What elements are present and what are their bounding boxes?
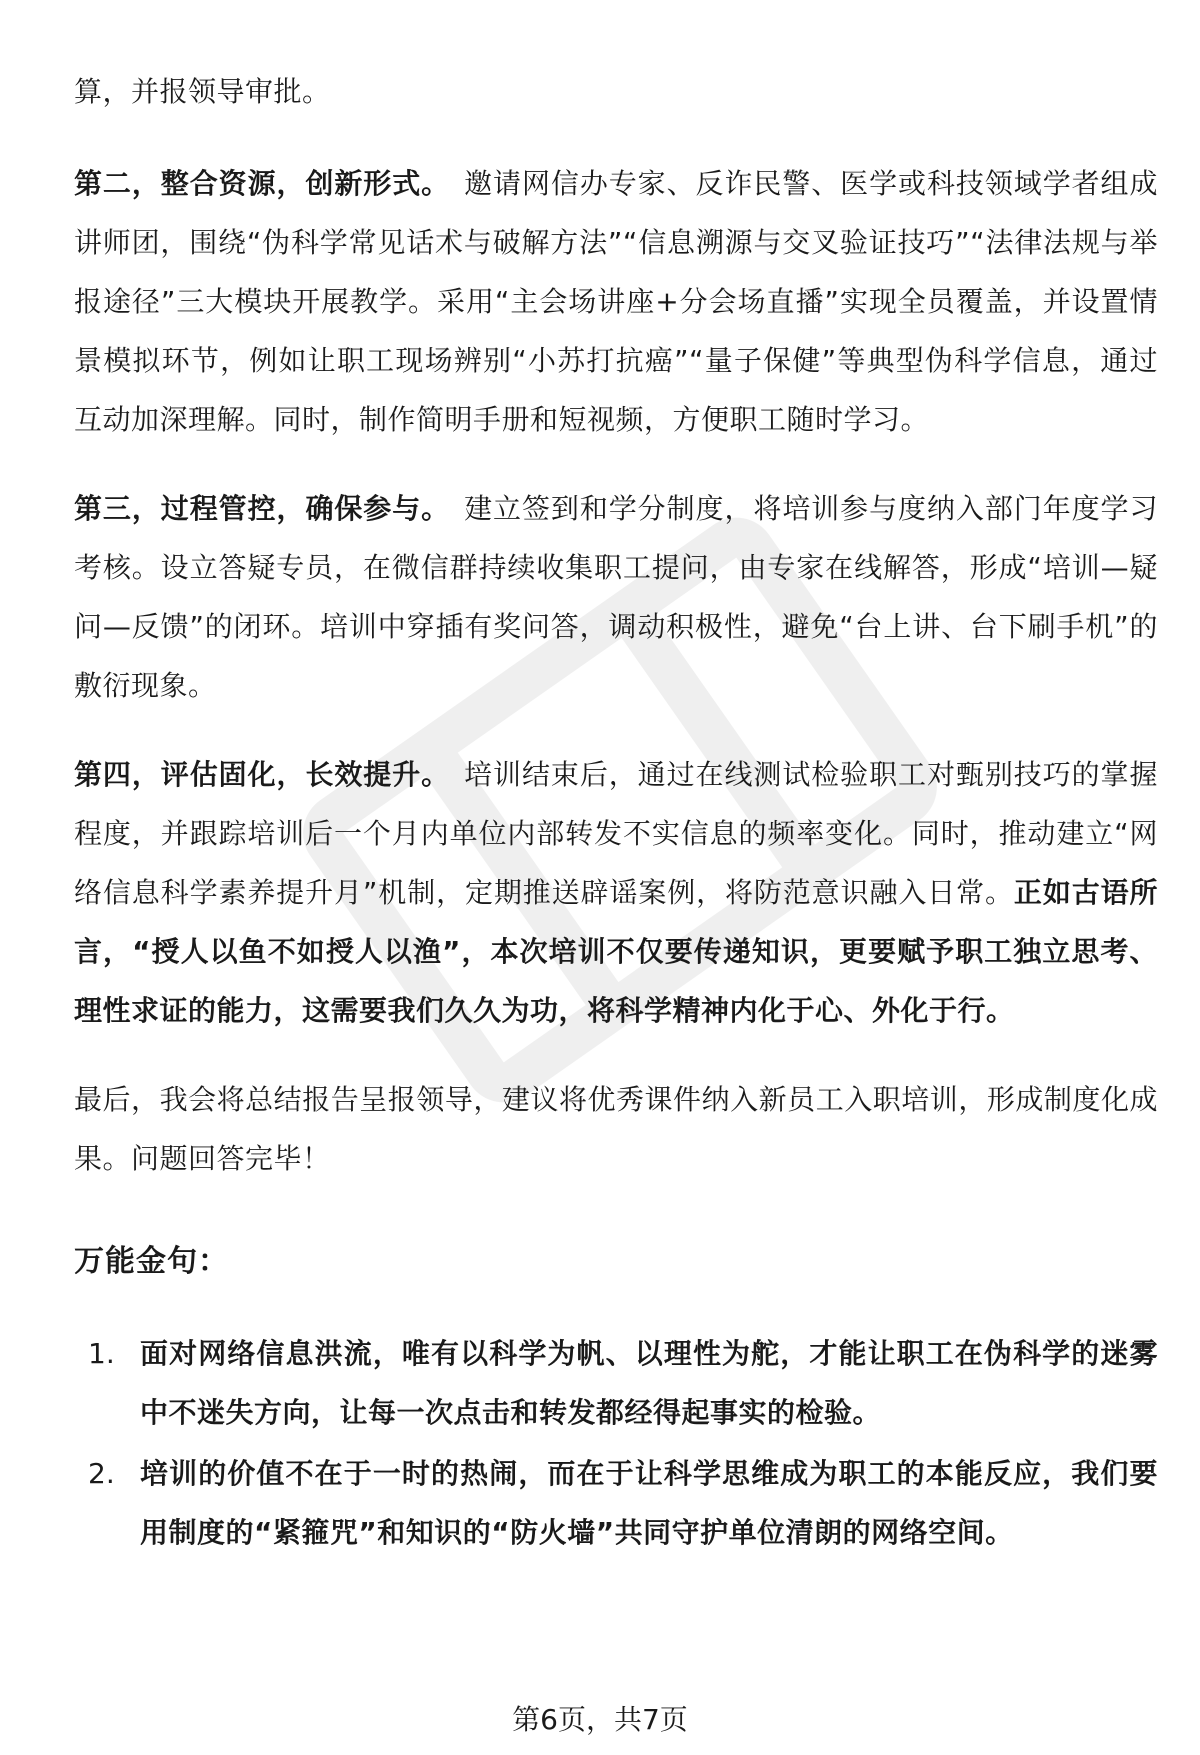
quote-text: 培训的价值不在于一时的热闹，而在于让科学思维成为职工的本能反应，我们要用制度的“紧箍咒”和知识的“防火墙”共同守护单位清朗的网络空间。 bbox=[140, 1457, 1158, 1549]
quote-number: 1. bbox=[88, 1337, 115, 1370]
document-page bbox=[74, 62, 1158, 1564]
paragraph-second-body: 邀请网信办专家、反诈民警、医学或科技领域学者组成讲师团，围绕“伪科学常见话术与破解方法”“信息溯源与交叉验证技巧”“法律法规与举报途径”三大模块开展教学。采用“主会场讲座+分会场直播”实现全员覆盖，并设置情景模拟环节，例如让职工现场辨别“小苏打抗癌”“量子保健”等典型伪科学信息，通过互动加深理解。同时，制作简明手册和短视频，方便职工随时学习。 bbox=[74, 167, 1158, 436]
paragraph-third-body: 建立签到和学分制度，将培训参与度纳入部门年度学习考核。设立答疑专员，在微信群持续收集职工提问，由专家在线解答，形成“培训—疑问—反馈”的闭环。培训中穿插有奖问答，调动积极性，避免“台上讲、台下刷手机”的敷衍现象。 bbox=[74, 492, 1158, 702]
paragraph-fourth-bold-tail: 正如古语所言，“授人以鱼不如授人以渔”，本次培训不仅要传递知识，更要赋予职工独立思考、理性求证的能力，这需要我们久久为功，将科学精神内化于心、外化于行。 bbox=[74, 876, 1158, 1027]
quotes-heading: 万能金句： bbox=[74, 1244, 229, 1279]
quote-item bbox=[74, 1444, 1158, 1562]
page-number-footer: 第6页，共7页 bbox=[512, 1703, 688, 1736]
quote-item bbox=[74, 1324, 1158, 1442]
quotes-list bbox=[74, 1324, 1158, 1562]
closing-text: 最后，我会将总结报告呈报领导，建议将优秀课件纳入新员工入职培训，形成制度化成果。问题回答完毕！ bbox=[74, 1083, 1158, 1175]
paragraph-second-lead: 第二，整合资源，创新形式。 bbox=[74, 167, 451, 200]
paragraph-second bbox=[74, 154, 1158, 449]
paragraph-third-lead: 第三，过程管控，确保参与。 bbox=[74, 492, 451, 525]
paragraph-fourth-body: 培训结束后，通过在线测试检验职工对甄别技巧的掌握程度，并跟踪培训后一个月内单位内部转发不实信息的频率变化。同时，推动建立“网络信息科学素养提升月”机制，定期推送辟谣案例，将防范意识融入日常。 bbox=[74, 758, 1158, 909]
paragraph-third bbox=[74, 479, 1158, 715]
intro-tail-text: 算，并报领导审批。 bbox=[74, 75, 331, 108]
quote-text: 面对网络信息洪流，唯有以科学为帆、以理性为舵，才能让职工在伪科学的迷雾中不迷失方向，让每一次点击和转发都经得起事实的检验。 bbox=[140, 1337, 1158, 1429]
quote-number: 2. bbox=[88, 1457, 115, 1490]
paragraph-closing bbox=[74, 1070, 1158, 1188]
paragraph-fourth bbox=[74, 745, 1158, 1040]
paragraph-intro-tail bbox=[74, 62, 1158, 121]
paragraph-fourth-lead: 第四，评估固化，长效提升。 bbox=[74, 758, 451, 791]
